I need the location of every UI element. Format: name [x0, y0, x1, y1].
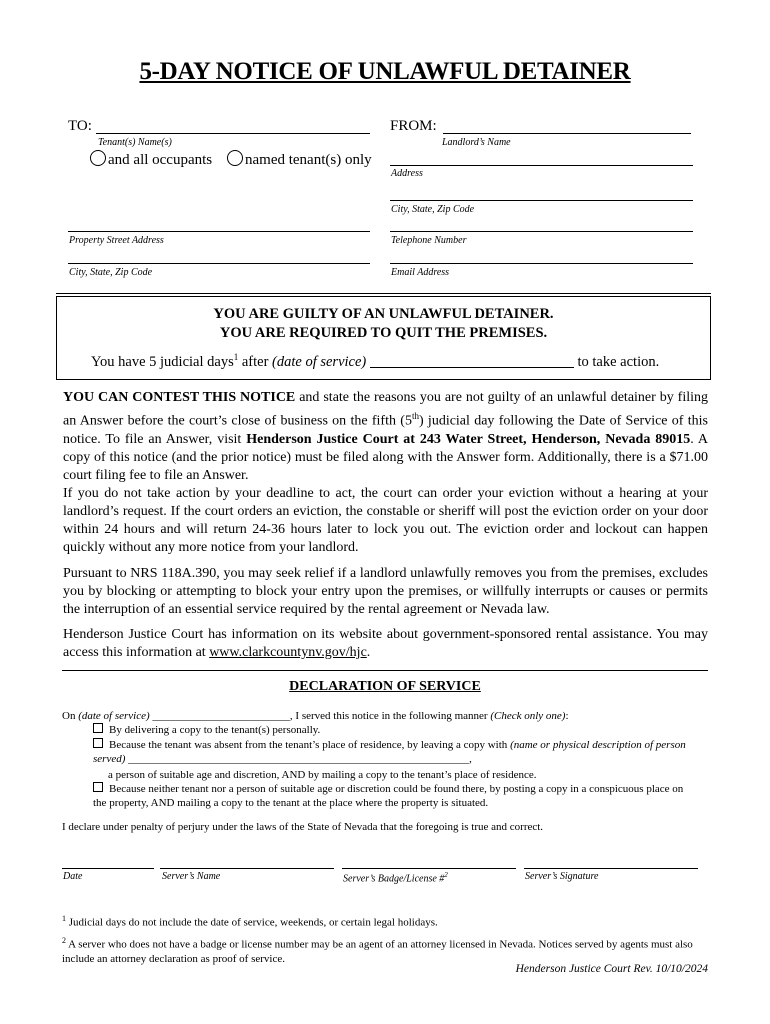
- tenant-name-caption: Tenant(s) Name(s): [98, 137, 172, 148]
- section-divider: [62, 670, 708, 671]
- date-caption: Date: [63, 871, 83, 882]
- checkbox-substitute[interactable]: [93, 738, 103, 748]
- city-state-zip-caption: City, State, Zip Code: [391, 204, 475, 215]
- tenant-name-field[interactable]: [96, 133, 370, 134]
- on-prefix: On: [62, 710, 79, 722]
- divider: [56, 293, 711, 294]
- nrs-paragraph: Pursuant to NRS 118A.390, you may seek relief if a landlord unlawfully removes you from the premises, excludes you by blocking or attempting to block your entry upon the premises, or willfully interrupts or causes or permits the interruption of an essential service required by the rental agreement or Nevada law.: [63, 566, 708, 617]
- option-all-label: and all occupants: [108, 152, 213, 168]
- on-date-label: (date of service): [78, 710, 150, 722]
- server-name-caption: Server’s Name: [162, 871, 221, 882]
- badge-field[interactable]: [342, 868, 516, 869]
- deadline-line: [91, 352, 659, 371]
- person-served-field[interactable]: ______________________________________________________________,: [125, 753, 472, 765]
- landlord-name-field[interactable]: [443, 133, 691, 134]
- check-only-one: (Check only one): [490, 710, 566, 722]
- property-street-field[interactable]: [68, 231, 370, 232]
- server-name-field[interactable]: [160, 868, 334, 869]
- checkbox-posting[interactable]: [93, 782, 103, 792]
- radio-named-tenants[interactable]: [227, 150, 243, 166]
- checkbox-personal[interactable]: [93, 723, 103, 733]
- website-link[interactable]: www.clarkcountynv.gov/hjc: [209, 645, 367, 660]
- landlord-name-caption: Landlord’s Name: [442, 137, 511, 148]
- badge-caption: [343, 871, 448, 884]
- option-named-tenants[interactable]: [227, 150, 372, 169]
- warning-line-2: YOU ARE REQUIRED TO QUIT THE PREMISES.: [219, 325, 548, 341]
- option-substitute-cont: a person of suitable age and discretion, AND by mailing a copy to the tenant’s place of residence.: [108, 769, 537, 781]
- days-after: after: [238, 353, 273, 370]
- assistance-paragraph: [63, 626, 708, 662]
- option-personal-label: By delivering a copy to the tenant(s) personally.: [109, 724, 321, 736]
- address-caption: Address: [391, 168, 423, 179]
- court-address: Henderson Justice Court at 243 Water Street, Henderson, Nevada 89015: [246, 431, 691, 447]
- email-field[interactable]: [390, 263, 693, 264]
- signature-caption: Server’s Signature: [525, 871, 599, 882]
- date-of-service-label: (date of service): [272, 353, 367, 370]
- option-personal[interactable]: [93, 723, 320, 737]
- footnote-ref-2: 2: [444, 871, 448, 879]
- property-city-caption: City, State, Zip Code: [69, 267, 153, 278]
- days-prefix: You have 5 judicial days: [91, 353, 234, 370]
- contest-text-c: . A copy of this notice (and the prior notice) must be filed along with the Answer form. Additionally, there is a $71.00 court filing fee to file an Answer.: [63, 431, 708, 483]
- page-title: 5-DAY NOTICE OF UNLAWFUL DETAINER: [139, 58, 631, 85]
- contest-paragraph: [63, 389, 708, 485]
- footnote-2: [62, 934, 707, 966]
- declaration-title: DECLARATION OF SERVICE: [289, 679, 481, 694]
- footnote-1-number: 1: [62, 914, 66, 923]
- property-city-field[interactable]: [68, 263, 370, 264]
- radio-all-occupants[interactable]: [90, 150, 106, 166]
- telephone-caption: Telephone Number: [391, 235, 467, 246]
- contest-lead: YOU CAN CONTEST THIS NOTICE: [63, 390, 296, 405]
- option-substitute[interactable]: [93, 738, 705, 766]
- from-label: FROM:: [390, 118, 437, 134]
- declaration-on-line: [62, 709, 712, 723]
- signature-field[interactable]: [524, 868, 698, 869]
- badge-caption-text: Server’s Badge/License #: [343, 873, 445, 885]
- footnote-ref-1: 1: [233, 352, 239, 362]
- assistance-text: Henderson Justice Court has information on its website about government-sponsored rental assistance. You may access this information at: [63, 627, 708, 660]
- contest-text-a: and state the reasons you are not guilty of an unlawful detainer by filing an Answer before the court’s close of business on the fifth (5: [63, 390, 708, 429]
- date-signature-field[interactable]: [62, 868, 154, 869]
- on-date-field[interactable]: _________________________: [149, 710, 290, 722]
- warning-line-1: YOU ARE GUILTY OF AN UNLAWFUL DETAINER.: [213, 306, 554, 322]
- on-suffix: , I served this notice in the following manner: [289, 710, 491, 722]
- assistance-end: .: [366, 645, 371, 660]
- ordinal-sup: th: [411, 411, 419, 421]
- person-served-label: (name or physical description of person served): [93, 739, 686, 765]
- to-label: TO:: [68, 118, 92, 134]
- property-street-caption: Property Street Address: [69, 235, 164, 246]
- option-posting-label: Because neither tenant nor a person of suitable age or discretion could be found there, by posting a copy in a conspicuous place on the property, AND mailing a copy to the tenant at the place where the property is situated.: [93, 783, 684, 809]
- footnote-2-text: A server who does not have a badge or license number may be an agent of an attorney licensed in Nevada. Notices served by agents must also include an attorney declaration as proof of service.: [62, 938, 693, 965]
- footnote-1: [62, 912, 707, 930]
- footnote-2-number: 2: [62, 936, 66, 945]
- option-posting[interactable]: [93, 782, 693, 810]
- contest-text-b: ) judicial day following the Date of Service of this notice. To file an Answer, visit: [63, 413, 708, 447]
- revision-label: Henderson Justice Court Rev. 10/10/2024: [515, 963, 708, 975]
- eviction-paragraph: If you do not take action by your deadline to act, the court can order your eviction without a hearing at your landlord’s request. If the court orders an eviction, the constable or sheriff will post the eviction order on your door within 24 hours and will return 24-36 hours later to lock you out. The eviction order and lockout can happen quickly without any more notice from your landlord.: [63, 486, 708, 555]
- perjury-statement: I declare under penalty of perjury under the laws of the State of Nevada that the foregoing is true and correct.: [62, 821, 544, 833]
- email-caption: Email Address: [391, 267, 450, 278]
- landlord-address-field[interactable]: [390, 165, 693, 166]
- option-substitute-label: Because the tenant was absent from the tenant’s place of residence, by leaving a copy with: [109, 739, 511, 751]
- option-named-label: named tenant(s) only: [245, 152, 372, 168]
- option-all-occupants[interactable]: [90, 150, 212, 169]
- landlord-city-field[interactable]: [390, 200, 693, 201]
- footnote-1-text: Judicial days do not include the date of service, weekends, or certain legal holidays.: [66, 916, 438, 929]
- date-of-service-field[interactable]: [370, 367, 574, 368]
- on-colon: :: [565, 710, 569, 722]
- telephone-field[interactable]: [390, 231, 693, 232]
- days-suffix: to take action.: [573, 353, 660, 370]
